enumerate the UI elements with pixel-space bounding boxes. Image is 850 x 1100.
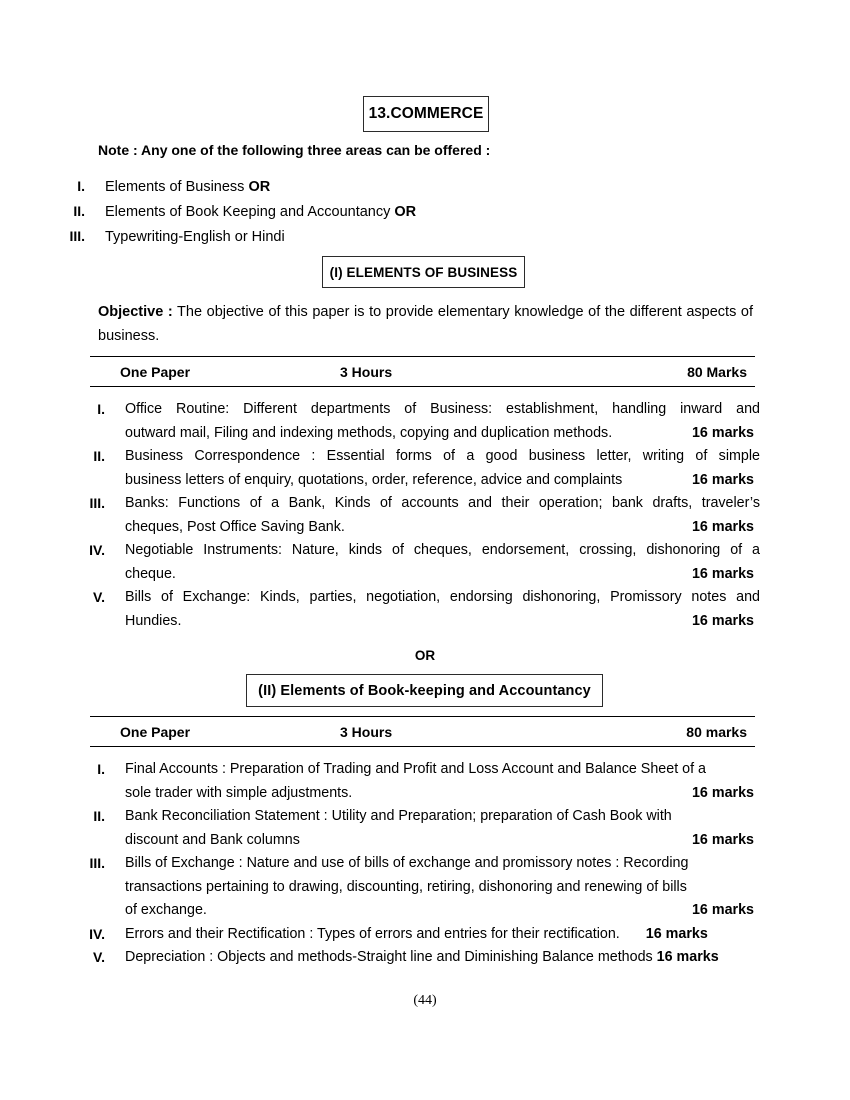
syllabus-item-numeral: I. [97, 761, 105, 777]
syllabus-item-line-text: outward mail, Filing and indexing methods, copying and duplication methods. [125, 424, 613, 441]
section-one-heading-box [322, 256, 525, 288]
syllabus-item-numeral: V. [93, 949, 105, 965]
section-one-syllabus-list [60, 398, 760, 633]
list-item-text: Elements of Business OR [105, 179, 271, 195]
areas-list [60, 178, 760, 253]
syllabus-item-numeral: III. [89, 495, 105, 511]
objective-text: The objective of this paper is to provide elementary knowledge of the different aspects of business. [98, 304, 754, 344]
list-item [60, 178, 760, 203]
syllabus-item-numeral: II. [93, 448, 105, 464]
syllabus-item-line-text: cheque. [125, 565, 176, 582]
syllabus-item-line-text: Hundies. [125, 612, 182, 629]
syllabus-item [60, 445, 760, 492]
syllabus-item-line: Bank Reconciliation Statement : Utility and Preparation; preparation of Cash Book with [125, 808, 672, 824]
syllabus-item-numeral: IV. [89, 542, 105, 558]
syllabus-item-line [125, 782, 760, 806]
syllabus-item-marks: 16 marks [691, 471, 754, 488]
syllabus-item-body [125, 492, 760, 539]
syllabus-item-body [125, 946, 760, 970]
syllabus-item-marks: 16 marks [691, 424, 754, 441]
syllabus-item [60, 492, 760, 539]
syllabus-item-line [125, 923, 760, 947]
section-one-heading: (I) ELEMENTS OF BUSINESS [329, 264, 518, 280]
list-item [60, 203, 760, 228]
syllabus-item-line-text: of exchange. [125, 902, 207, 918]
syllabus-item-numeral: IV. [89, 925, 105, 942]
section-two-syllabus-list [60, 758, 760, 970]
syllabus-item-line: Banks: Functions of a Bank, Kinds of accounts and their operation; bank drafts, traveler’s [125, 495, 760, 511]
syllabus-item [60, 398, 760, 445]
list-item-text: Typewriting-English or Hindi [105, 229, 285, 245]
syllabus-item-body [125, 805, 760, 852]
syllabus-item [60, 852, 760, 923]
syllabus-item-line-text: cheques, Post Office Saving Bank. [125, 518, 345, 535]
syllabus-item-line [125, 899, 760, 923]
syllabus-item [60, 946, 760, 970]
syllabus-item-line: transactions pertaining to drawing, discounting, retiring, dishonoring and renewing of bills [125, 878, 687, 895]
syllabus-item-numeral: V. [93, 589, 105, 605]
syllabus-item-line [125, 422, 760, 446]
page-title-box [363, 96, 489, 132]
syllabus-item-line-text: sole trader with simple adjustments. [125, 784, 353, 801]
objective-paragraph [98, 300, 753, 348]
syllabus-item-body [125, 398, 760, 445]
syllabus-item-marks: 16 marks [691, 565, 754, 582]
syllabus-item-line [125, 563, 760, 587]
exam-duration: 3 Hours [340, 723, 393, 740]
syllabus-item-line [125, 469, 760, 493]
note-line: Note : Any one of the following three areas can be offered : [98, 142, 491, 158]
syllabus-item-body [125, 539, 760, 586]
syllabus-item-line: Bills of Exchange: Kinds, parties, negotiation, endorsing dishonoring, Promissory notes and [125, 589, 760, 605]
syllabus-item-marks: 16 marks [645, 925, 708, 942]
section-two-heading-box [246, 674, 603, 707]
exam-paper-count: One Paper [120, 363, 191, 380]
syllabus-item-line [125, 610, 760, 634]
syllabus-item-numeral: II. [93, 808, 105, 824]
syllabus-item-marks: 16 marks [656, 949, 719, 965]
syllabus-item [60, 805, 760, 852]
syllabus-item-marks: 16 marks [691, 784, 754, 801]
list-item-numeral: II. [73, 203, 85, 219]
page-number: (44) [413, 993, 437, 1008]
syllabus-item-body [125, 586, 760, 633]
syllabus-item-line-text: discount and Bank columns [125, 831, 300, 848]
syllabus-item-marks: 16 marks [691, 902, 754, 918]
exam-total-marks: 80 Marks [687, 363, 747, 380]
syllabus-item [60, 758, 760, 805]
syllabus-item-line: Final Accounts : Preparation of Trading and Profit and Loss Account and Balance Sheet of a [125, 761, 706, 777]
objective-label: Objective : [98, 304, 173, 320]
syllabus-item [60, 539, 760, 586]
syllabus-item-marks: 16 marks [691, 831, 754, 848]
exam-paper-count: One Paper [120, 723, 191, 740]
exam-info-table-one [90, 356, 755, 387]
syllabus-item [60, 586, 760, 633]
syllabus-item-line [125, 946, 760, 970]
list-item-numeral: III. [69, 228, 85, 244]
syllabus-item-body [125, 445, 760, 492]
syllabus-item-marks: 16 marks [691, 518, 754, 535]
exam-total-marks: 80 marks [686, 723, 747, 740]
syllabus-item-line-text: Errors and their Rectification : Types of errors and entries for their rectification. [125, 925, 620, 942]
or-separator: OR [414, 648, 436, 663]
syllabus-item-line: Office Routine: Different departments of Business: establishment, handling inward and [125, 401, 760, 417]
syllabus-item-line-text: business letters of enquiry, quotations, order, reference, advice and complaints [125, 471, 623, 488]
syllabus-item [60, 923, 760, 947]
list-item-text: Elements of Book Keeping and Accountancy OR [105, 204, 417, 220]
syllabus-item-marks: 16 marks [691, 612, 754, 629]
syllabus-item-body [125, 852, 760, 923]
syllabus-item-numeral: I. [97, 401, 105, 417]
section-two-heading: (II) Elements of Book-keeping and Accountancy [258, 682, 591, 699]
syllabus-item-line [125, 516, 760, 540]
syllabus-item-body [125, 758, 760, 805]
syllabus-item-line [125, 829, 760, 853]
syllabus-item-body [125, 923, 760, 947]
syllabus-item-line: Negotiable Instruments: Nature, kinds of cheques, endorsement, crossing, dishonoring of a [125, 542, 760, 558]
syllabus-item-line-text: Depreciation : Objects and methods-Straight line and Diminishing Balance methods [125, 949, 653, 965]
syllabus-item-numeral: III. [89, 855, 105, 871]
syllabus-item-line: Bills of Exchange : Nature and use of bills of exchange and promissory notes : Recording [125, 855, 689, 871]
syllabus-item-line: Business Correspondence : Essential forms of a good business letter, writing of simple [125, 448, 760, 464]
exam-info-table-two [90, 716, 755, 747]
exam-duration: 3 Hours [340, 363, 393, 380]
page-title: 13.COMMERCE [368, 105, 484, 122]
list-item [60, 228, 760, 253]
list-item-numeral: I. [77, 178, 85, 194]
